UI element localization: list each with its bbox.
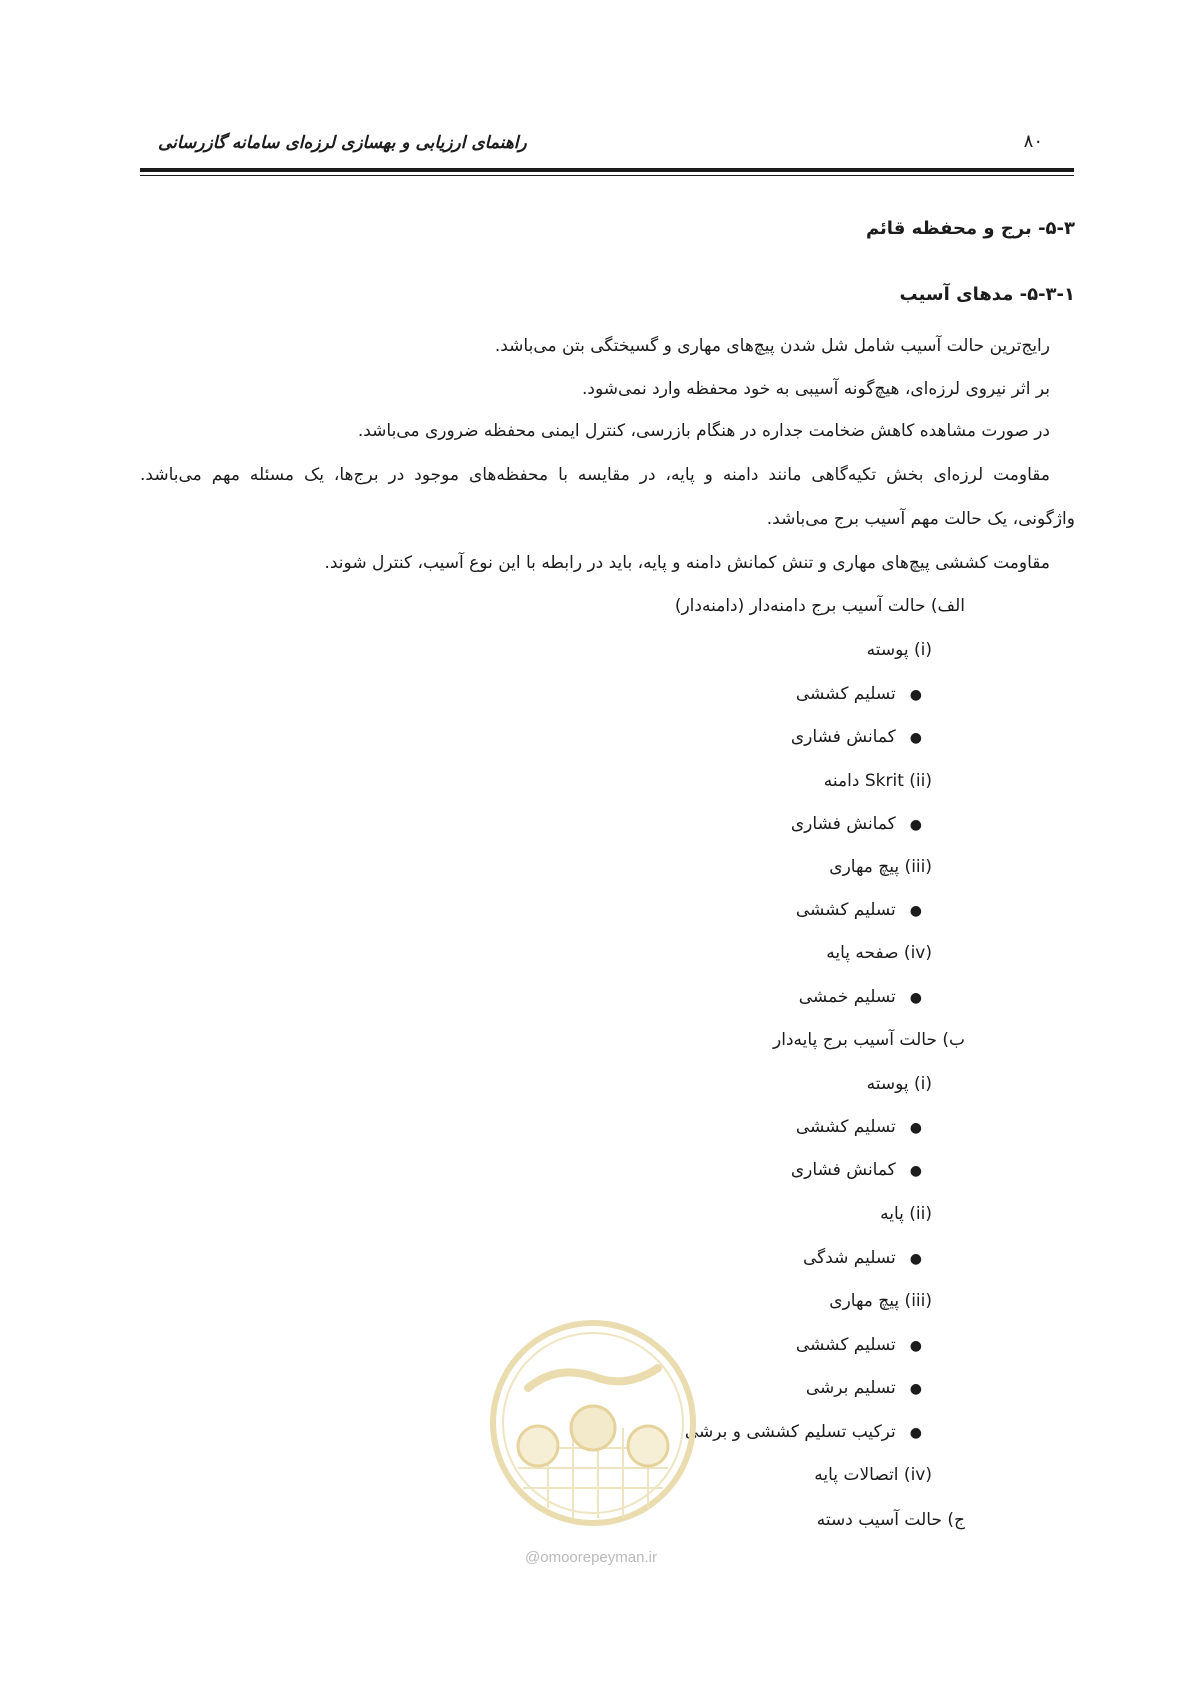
bullet-icon: ● [909,1163,922,1179]
watermark-logo-icon [488,1318,698,1528]
bullet-icon: ● [909,1120,922,1136]
paragraph-1: رایج‌ترین حالت آسیب شامل شل شدن پیچ‌های مهاری و گسیختگی بتن می‌باشد. [494,336,1050,356]
list-item: ●تسلیم کششی [795,684,922,704]
header-rule-thin [140,175,1074,176]
bullet-icon: ● [909,990,922,1006]
list-item: ●تسلیم کششی [795,1117,922,1137]
list-heading-a: الف) حالت آسیب برج دامنه‌دار (دامنه‌دار) [674,596,965,616]
list-item: ●ترکیب تسلیم کششی و برشی [684,1422,922,1442]
paragraph-5: مقاومت کششی پیچ‌های مهاری و تنش کمانش دامنه و پایه، باید در رابطه با این نوع آسیب، کنترل شوند. [324,553,1050,573]
paragraph-4-continued: واژگونی، یک حالت مهم آسیب برج می‌باشد. [766,509,1075,529]
section-heading: ۵-۳- برج و محفظه قائم [865,218,1075,239]
header-rule-thick [140,168,1074,172]
bullet-icon: ● [909,1338,922,1354]
list-item: ●تسلیم کششی [795,1335,922,1355]
list-item-label: (iv) صفحه پایه [826,943,932,963]
list-item: ●تسلیم خمشی [798,987,922,1007]
list-item-label: (iii) پیچ مهاری [829,1291,932,1311]
paragraph-4: مقاومت لرزه‌ای بخش تکیه‌گاهی مانند دامنه و پایه، در مقایسه با محفظه‌های موجود در برج‌ها، یک مسئله مهم می‌باشد. [140,465,1050,485]
list-heading-b: ب) حالت آسیب برج پایه‌دار [773,1030,965,1050]
list-item: ●تسلیم برشی [805,1378,922,1398]
list-item-label: (i) پوسته [866,640,932,660]
bullet-icon: ● [909,1381,922,1397]
paragraph-3: در صورت مشاهده کاهش ضخامت جداره در هنگام بازرسی، کنترل ایمنی محفظه ضروری می‌باشد. [357,421,1050,441]
list-item: ●کمانش فشاری [790,814,922,834]
watermark-url: @omoorepeyman.ir [525,1549,657,1566]
list-item-label: (iv) اتصالات پایه [814,1465,932,1485]
bullet-icon: ● [909,687,922,703]
list-item: ●تسلیم کششی [795,900,922,920]
page-number: ۸۰ [1023,131,1043,152]
paragraph-2: بر اثر نیروی لرزه‌ای، هیچ‌گونه آسیبی به خود محفظه وارد نمی‌شود. [581,379,1050,399]
bullet-icon: ● [909,1425,922,1441]
list-heading-c: ج) حالت آسیب دسته [816,1510,965,1530]
bullet-icon: ● [909,817,922,833]
bullet-icon: ● [909,730,922,746]
list-item: ●کمانش فشاری [790,727,922,747]
list-item-label: (ii) Skrit دامنه [823,771,932,791]
list-item-label: (iii) پیچ مهاری [829,857,932,877]
bullet-icon: ● [909,903,922,919]
list-item: ●کمانش فشاری [790,1160,922,1180]
list-item-label: (i) پوسته [866,1074,932,1094]
running-header-title: راهنمای ارزیابی و بهسازی لرزه‌ای سامانه گازرسانی [158,133,527,153]
bullet-icon: ● [909,1251,922,1267]
list-item-label: (ii) پایه [880,1204,932,1224]
list-item: ●تسلیم شدگی [802,1248,922,1268]
subsection-heading: ۵-۳-۱- مدهای آسیب [899,284,1075,305]
